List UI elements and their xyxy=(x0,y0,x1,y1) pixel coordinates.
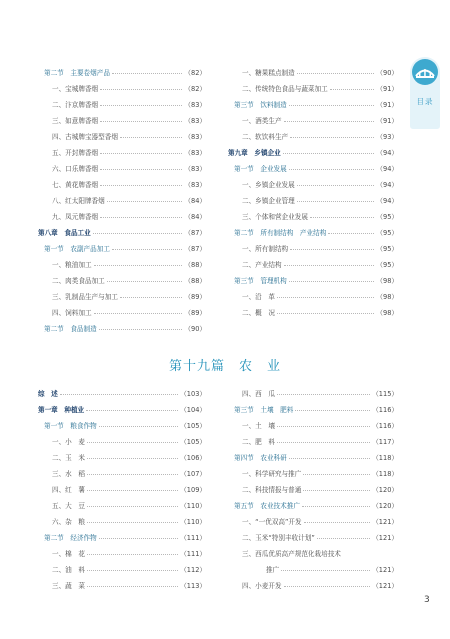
toc-entry xyxy=(52,467,206,479)
dot-leader xyxy=(87,553,178,555)
toc-entry xyxy=(52,210,206,222)
dot-leader xyxy=(277,425,370,427)
bridge-emblem-icon xyxy=(412,59,438,85)
toc-entry-title: 第二节 经济作物 xyxy=(44,534,97,542)
toc-entry xyxy=(242,178,398,190)
toc-entry-title: 一、土 壤 xyxy=(242,422,275,430)
dot-leader xyxy=(302,505,370,507)
toc-entry xyxy=(242,483,398,495)
toc-entry-title: 四、饲料加工 xyxy=(52,309,92,317)
toc-entry xyxy=(242,435,398,447)
dot-leader xyxy=(100,104,182,106)
toc-entry-page: （121） xyxy=(372,534,398,542)
toc-entry-page: （82） xyxy=(184,69,206,77)
toc-entry-page: （87） xyxy=(184,245,206,253)
toc-entry-title: 四、小麦开发 xyxy=(242,582,282,590)
toc-entry-title: 二、肉类食品加工 xyxy=(52,277,105,285)
toc-entry-page: （118） xyxy=(372,470,398,478)
toc-entry-title: 八、红太阳牌香烟 xyxy=(52,197,105,205)
toc-entry-page: （94） xyxy=(376,197,398,205)
toc-entry xyxy=(52,162,206,174)
dot-leader xyxy=(289,104,375,106)
toc-entry-page: （105） xyxy=(180,422,206,430)
toc-entry xyxy=(52,82,206,94)
dot-leader xyxy=(112,72,182,74)
dot-leader xyxy=(87,489,178,491)
toc-entry xyxy=(52,547,206,559)
toc-entry-title: 三、乳制品生产与加工 xyxy=(52,293,118,301)
toc-entry-page: （94） xyxy=(376,181,398,189)
toc-entry-title: 综 述 xyxy=(38,390,58,398)
toc-entry-page: （82） xyxy=(184,85,206,93)
toc-entry-page: （90） xyxy=(184,325,206,333)
toc-entry-title: 一、小 麦 xyxy=(52,438,85,446)
toc-entry-page: （120） xyxy=(372,502,398,510)
toc-entry xyxy=(234,226,398,238)
toc-entry-title: 一、所有制结构 xyxy=(242,245,289,253)
dot-leader xyxy=(87,569,178,571)
toc-entry xyxy=(242,531,398,543)
toc-entry-page: （91） xyxy=(376,117,398,125)
toc-entry-page: （90） xyxy=(376,69,398,77)
toc-entry-page: （105） xyxy=(180,438,206,446)
toc-entry-title: 二、概 况 xyxy=(242,309,275,317)
dot-leader xyxy=(99,328,183,330)
dot-leader xyxy=(283,152,375,154)
dot-leader xyxy=(303,473,370,475)
dot-leader xyxy=(87,457,178,459)
dot-leader xyxy=(303,489,370,491)
toc-entry-title: 三、西瓜优质高产规范化栽培技术 xyxy=(242,550,341,558)
toc-entry xyxy=(234,451,398,463)
toc-entry xyxy=(242,419,398,431)
toc-entry xyxy=(52,274,206,286)
toc-entry-page: （109） xyxy=(180,486,206,494)
toc-entry-title: 二、玉米“特别丰收计划” xyxy=(242,534,315,542)
toc-entry-page: （111） xyxy=(180,534,206,542)
toc-entry xyxy=(38,403,206,415)
toc-entry-page: （110） xyxy=(180,518,206,526)
page-number: 3 xyxy=(424,595,430,605)
dot-leader xyxy=(284,120,375,122)
toc-entry-page: （91） xyxy=(376,101,398,109)
toc-entry-page: （120） xyxy=(372,486,398,494)
toc-entry-title: 五、开封牌香烟 xyxy=(52,149,99,157)
toc-entry xyxy=(52,563,206,575)
toc-entry-page: （118） xyxy=(372,454,398,462)
toc-entry-page: （98） xyxy=(376,277,398,285)
toc-entry xyxy=(52,290,206,302)
toc-entry-title: 第三节 饮料制造 xyxy=(234,101,287,109)
dot-leader xyxy=(310,216,374,218)
toc-entry-title: 第二节 主要卷烟产品 xyxy=(44,69,110,77)
toc-entry-page: （111） xyxy=(180,550,206,558)
toc-entry xyxy=(52,483,206,495)
dot-leader xyxy=(289,280,375,282)
dot-leader xyxy=(120,136,182,138)
dot-leader xyxy=(100,152,182,154)
toc-badge xyxy=(410,57,440,129)
toc-entry-title: 二、玉 米 xyxy=(52,454,85,462)
toc-entry xyxy=(52,130,206,142)
toc-entry-title: 二、科技情报与普通 xyxy=(242,486,302,494)
toc-entry xyxy=(52,515,206,527)
toc-entry xyxy=(52,178,206,190)
dot-leader xyxy=(112,248,182,250)
toc-entry-page: （121） xyxy=(372,566,398,574)
toc-entry xyxy=(52,114,206,126)
toc-entry xyxy=(234,162,398,174)
toc-entry-page: （110） xyxy=(180,502,206,510)
dot-leader xyxy=(277,393,370,395)
dot-leader xyxy=(277,312,374,314)
toc-entry-page: （113） xyxy=(180,582,206,590)
toc-entry-title: 推广 xyxy=(266,566,280,574)
toc-entry-title: 三、蔬 菜 xyxy=(52,582,85,590)
toc-entry-title: 第四节 农业科研 xyxy=(234,454,287,462)
dot-leader xyxy=(99,537,178,539)
toc-entry-page: （88） xyxy=(184,277,206,285)
dot-leader xyxy=(107,200,183,202)
toc-entry-page: （88） xyxy=(184,261,206,269)
toc-entry-title: 第一章 种植业 xyxy=(38,406,85,414)
part-title: 第十九篇 农 业 xyxy=(168,359,281,374)
toc-entry-page: （84） xyxy=(184,213,206,221)
toc-entry-title: 六、口乐牌香烟 xyxy=(52,165,99,173)
toc-entry xyxy=(44,66,206,78)
toc-entry xyxy=(52,194,206,206)
toc-entry-page: （107） xyxy=(180,470,206,478)
toc-entry-title: 一、糖果糕点制造 xyxy=(242,69,295,77)
toc-entry-title: 第二节 所有制结构 产业结构 xyxy=(234,229,327,237)
toc-entry xyxy=(242,242,398,254)
toc-entry-title: 第一节 企业发展 xyxy=(234,165,287,173)
toc-entry xyxy=(242,210,398,222)
toc-entry xyxy=(242,66,398,78)
toc-entry xyxy=(38,387,206,399)
toc-entry-title: 第五节 农业技术推广 xyxy=(234,502,300,510)
toc-badge-label: 目录 xyxy=(416,97,434,106)
toc-entry-page: （93） xyxy=(376,133,398,141)
toc-entry xyxy=(38,226,206,238)
dot-leader xyxy=(284,264,375,266)
toc-entry-page: （103） xyxy=(180,390,206,398)
dot-leader xyxy=(100,168,182,170)
toc-entry xyxy=(242,579,398,591)
dot-leader xyxy=(100,184,182,186)
toc-entry-page: （94） xyxy=(376,149,398,157)
toc-entry-title: 一、酒类生产 xyxy=(242,117,282,125)
dot-leader xyxy=(100,88,182,90)
toc-entry xyxy=(52,98,206,110)
dot-leader xyxy=(281,569,370,571)
dot-leader xyxy=(86,409,178,411)
toc-entry-title: 七、黄花牌香烟 xyxy=(52,181,99,189)
toc-entry-page: （83） xyxy=(184,117,206,125)
toc-entry-page: （98） xyxy=(376,309,398,317)
toc-entry-page: （116） xyxy=(372,422,398,430)
toc-entry xyxy=(234,274,398,286)
toc-entry-title: 四、西 瓜 xyxy=(242,390,275,398)
toc-entry-page: （116） xyxy=(372,406,398,414)
toc-entry-title: 二、软饮料生产 xyxy=(242,133,289,141)
toc-entry-title: 六、杂 粮 xyxy=(52,518,85,526)
dot-leader xyxy=(290,248,374,250)
toc-entry-title: 一、乡镇企业发展 xyxy=(242,181,295,189)
toc-entry xyxy=(44,419,206,431)
toc-entry-title: 二、乡镇企业管理 xyxy=(242,197,295,205)
dot-leader xyxy=(120,296,182,298)
toc-entry-title: 一、科学研究与推广 xyxy=(242,470,302,478)
dot-leader xyxy=(87,473,178,475)
toc-entry-title: 二、肥 料 xyxy=(242,438,275,446)
toc-entry xyxy=(52,258,206,270)
toc-entry-title: 五、大 豆 xyxy=(52,502,85,510)
toc-entry xyxy=(242,114,398,126)
toc-entry-page: （84） xyxy=(184,197,206,205)
toc-entry xyxy=(52,451,206,463)
toc-entry xyxy=(242,467,398,479)
toc-entry-title: 一、沿 革 xyxy=(242,293,275,301)
toc-entry xyxy=(242,258,398,270)
dot-leader xyxy=(330,88,375,90)
toc-entry-title: 一、宝城牌香烟 xyxy=(52,85,99,93)
dot-leader xyxy=(277,296,374,298)
toc-entry-page: （117） xyxy=(372,438,398,446)
toc-entry-title: 二、产业结构 xyxy=(242,261,282,269)
dot-leader xyxy=(100,216,182,218)
toc-entry-title: 第三节 土壤 肥料 xyxy=(234,406,294,414)
toc-entry xyxy=(234,499,398,511)
toc-entry xyxy=(44,242,206,254)
toc-entry xyxy=(234,98,398,110)
dot-leader xyxy=(290,136,374,138)
dot-leader xyxy=(328,232,374,234)
toc-entry xyxy=(242,194,398,206)
toc-entry-title: 第一节 粮食作物 xyxy=(44,422,97,430)
dot-leader xyxy=(60,393,178,395)
toc-entry xyxy=(242,515,398,527)
toc-entry-page: （95） xyxy=(376,245,398,253)
toc-entry-title: 二、油 料 xyxy=(52,566,85,574)
toc-entry-title: 第二节 食品制造 xyxy=(44,325,97,333)
toc-entry xyxy=(242,290,398,302)
toc-entry-title: 一、棉 花 xyxy=(52,550,85,558)
toc-entry-page: （115） xyxy=(372,390,398,398)
toc-entry xyxy=(52,499,206,511)
toc-entry-page: （112） xyxy=(180,566,206,574)
toc-entry-page: （83） xyxy=(184,165,206,173)
dot-leader xyxy=(297,200,375,202)
toc-entry-page: （95） xyxy=(376,229,398,237)
toc-entry-page: （104） xyxy=(180,406,206,414)
toc-entry xyxy=(234,403,398,415)
dot-leader xyxy=(99,425,178,427)
dot-leader xyxy=(94,264,183,266)
dot-leader xyxy=(277,441,370,443)
dot-leader xyxy=(297,184,375,186)
dot-leader xyxy=(317,537,370,539)
dot-leader xyxy=(94,312,183,314)
toc-entry-title: 三、个体和营企业发展 xyxy=(242,213,308,221)
dot-leader xyxy=(107,280,183,282)
toc-entry-title: 二、传统特色食品与蔬菜加工 xyxy=(242,85,328,93)
toc-entry-title: 一、“一优双高”开发 xyxy=(242,518,302,526)
toc-entry-page: （121） xyxy=(372,582,398,590)
toc-entry-title: 九、凤元牌香烟 xyxy=(52,213,99,221)
toc-entry xyxy=(266,563,398,575)
toc-entry-title: 三、水 稻 xyxy=(52,470,85,478)
toc-entry-page: （83） xyxy=(184,181,206,189)
toc-entry-title: 四、红 薯 xyxy=(52,486,85,494)
dot-leader xyxy=(289,168,375,170)
toc-entry-page: （94） xyxy=(376,165,398,173)
toc-entry-title: 三、如意牌香烟 xyxy=(52,117,99,125)
dot-leader xyxy=(304,521,371,523)
toc-entry-page: （83） xyxy=(184,149,206,157)
dot-leader xyxy=(93,232,183,234)
toc-entry-page: （98） xyxy=(376,293,398,301)
toc-entry xyxy=(242,387,398,399)
dot-leader xyxy=(297,72,375,74)
toc-entry-page: （83） xyxy=(184,101,206,109)
toc-entry xyxy=(44,322,206,334)
toc-entry-page: （89） xyxy=(184,309,206,317)
dot-leader xyxy=(289,457,370,459)
dot-leader xyxy=(295,409,370,411)
dot-leader xyxy=(87,441,178,443)
toc-entry-page: （121） xyxy=(372,518,398,526)
toc-entry xyxy=(52,146,206,158)
toc-entry xyxy=(242,306,398,318)
toc-entry xyxy=(52,435,206,447)
toc-entry-page: （83） xyxy=(184,133,206,141)
toc-entry-title: 第八章 食品工业 xyxy=(38,229,91,237)
toc-entry xyxy=(52,306,206,318)
dot-leader xyxy=(284,585,371,587)
dot-leader xyxy=(87,505,178,507)
toc-entry xyxy=(242,130,398,142)
toc-entry-title: 第三节 管理机构 xyxy=(234,277,287,285)
toc-entry xyxy=(242,547,398,559)
dot-leader xyxy=(87,521,178,523)
toc-entry-title: 第一节 农副产品加工 xyxy=(44,245,110,253)
toc-entry-page: （91） xyxy=(376,85,398,93)
toc-entry-title: 一、粮油加工 xyxy=(52,261,92,269)
toc-entry-title: 二、汴京牌香烟 xyxy=(52,101,99,109)
toc-entry-page: （95） xyxy=(376,261,398,269)
toc-entry-page: （106） xyxy=(180,454,206,462)
dot-leader xyxy=(87,585,178,587)
toc-entry-page: （89） xyxy=(184,293,206,301)
dot-leader xyxy=(100,120,182,122)
toc-entry xyxy=(228,146,398,158)
toc-entry-title: 第九章 乡镇企业 xyxy=(228,149,281,157)
toc-entry xyxy=(52,579,206,591)
toc-entry-page: （95） xyxy=(376,213,398,221)
toc-entry-page: （87） xyxy=(184,229,206,237)
toc-entry xyxy=(44,531,206,543)
toc-entry-title: 四、古城牌宝器型香烟 xyxy=(52,133,118,141)
toc-entry xyxy=(242,82,398,94)
